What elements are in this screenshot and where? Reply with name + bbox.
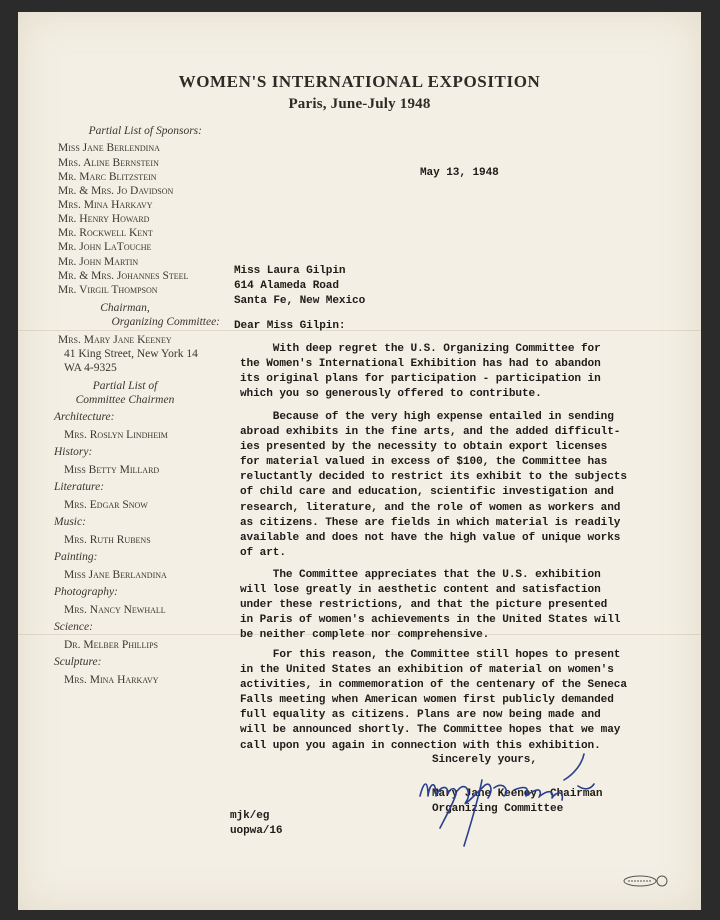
body-line: call upon you again in connection with this exhibition.	[240, 739, 601, 752]
sponsor-name: Mr. John LaTouche	[58, 241, 152, 253]
body-line: of child care and education, scientific investigation and	[240, 486, 614, 499]
body-line: which you so generously offered to contribute.	[240, 388, 542, 401]
body-line: in the United States an exhibition of material on women's	[240, 664, 614, 677]
body-line: With deep regret the U.S. Organizing Committee for	[240, 343, 601, 355]
chairman-phone: WA 4-9325	[64, 362, 117, 374]
body-line: for material valued in excess of $100, the Committee has	[240, 456, 608, 469]
committee-category: Sculpture:	[54, 656, 102, 668]
body-line: be neither complete nor comprehensive.	[240, 629, 490, 642]
chairman-heading: Chairman,	[100, 302, 150, 314]
sponsor-name: Mr. Henry Howard	[58, 213, 150, 225]
sponsor-name: Mr. Rockwell Kent	[58, 227, 153, 239]
committee-chair-name: Mrs. Ruth Rubens	[64, 534, 151, 546]
committee-category: Music:	[54, 516, 86, 528]
handwritten-signature	[414, 750, 614, 860]
body-paragraph	[240, 568, 660, 643]
committee-category: Architecture:	[54, 411, 115, 423]
body-line: activities, in commemoration of the centenary of the Seneca	[240, 679, 627, 692]
committee-heading-2: Committee Chairmen	[75, 394, 175, 406]
letterhead-title: WOMEN'S INTERNATIONAL EXPOSITION	[178, 72, 541, 91]
committee-chair-name: Mrs. Nancy Newhall	[64, 604, 166, 616]
body-line: its original plans for participation - participation in	[240, 373, 601, 386]
sponsor-name: Mr. John Martin	[58, 256, 139, 268]
union-label: uopwa/16	[230, 825, 283, 837]
union-bug-stamp	[622, 874, 670, 888]
body-line: For this reason, the Committee still hopes to present	[240, 649, 621, 661]
recipient-name: Miss Laura Gilpin	[234, 265, 346, 277]
body-paragraph	[240, 410, 660, 561]
committee-chair-name: Miss Betty Millard	[64, 464, 160, 476]
salutation: Dear Miss Gilpin:	[234, 320, 346, 332]
sponsor-name: Mrs. Aline Bernstein	[58, 157, 159, 169]
committee-category: Photography:	[54, 586, 118, 598]
committee-chair-name: Mrs. Mina Harkavy	[64, 674, 159, 686]
body-line: Falls meeting when American women first publicly demanded	[240, 694, 614, 707]
body-line: in Paris of women's achievements in the United States will	[240, 614, 621, 627]
body-line: as citizens. These are fields in which material is readily	[240, 516, 621, 529]
closing: Sincerely yours,	[432, 754, 537, 766]
letter-page	[18, 12, 701, 910]
committee-category: Science:	[54, 621, 93, 633]
signer-name: Mary Jane Keeney, Chairman	[432, 788, 603, 800]
body-line: available and does not have the high value of unique works	[240, 531, 621, 544]
chairman-heading-2: Organizing Committee:	[111, 316, 220, 328]
sponsor-name: Mr. Virgil Thompson	[58, 284, 158, 296]
chairman-name: Mrs. Mary Jane Keeney	[58, 334, 172, 346]
recipient-city: Santa Fe, New Mexico	[234, 295, 366, 307]
body-paragraph	[240, 648, 660, 754]
sponsor-name: Mrs. Mina Harkavy	[58, 199, 153, 211]
sponsor-name: Miss Jane Berlendina	[58, 142, 160, 154]
sponsors-heading: Partial List of Sponsors:	[88, 125, 202, 137]
body-paragraph	[240, 342, 660, 402]
body-line: will be announced shortly. The Committee hopes that we may	[240, 724, 621, 737]
committee-category: History:	[54, 446, 93, 458]
recipient-street: 614 Alameda Road	[234, 280, 339, 292]
body-line: will lose greatly in aesthetic content and satisfaction	[240, 584, 601, 597]
committee-chair-name: Miss Jane Berlandina	[64, 569, 167, 581]
committee-chair-name: Dr. Melber Phillips	[64, 639, 158, 651]
body-line: of art.	[240, 546, 286, 559]
committee-chair-name: Mrs. Edgar Snow	[64, 499, 148, 511]
sponsor-name: Mr. Marc Blitzstein	[58, 171, 157, 183]
body-line: the Women's International Exhibition has had to abandon	[240, 358, 601, 371]
sponsor-name: Mr. & Mrs. Jo Davidson	[58, 185, 174, 197]
body-line: Because of the very high expense entailed in sending	[240, 411, 614, 423]
body-line: reluctantly decided to restrict its exhibit to the subjects	[240, 471, 627, 484]
signer-title: Organizing Committee	[432, 803, 564, 815]
body-line: ies presented by the necessity to obtain export licenses	[240, 441, 608, 454]
fold-line	[18, 330, 701, 331]
committee-category: Painting:	[54, 551, 98, 563]
committee-heading: Partial List of	[92, 380, 158, 392]
committee-category: Literature:	[54, 481, 105, 493]
body-line: under these restrictions, and that the picture presented	[240, 599, 608, 612]
body-line: The Committee appreciates that the U.S. exhibition	[240, 569, 601, 581]
sponsor-name: Mr. & Mrs. Johannes Steel	[58, 270, 189, 282]
committee-chair-name: Mrs. Roslyn Lindheim	[64, 429, 168, 441]
letterhead-subtitle: Paris, June-July 1948	[288, 96, 431, 112]
typist-initials: mjk/eg	[230, 810, 270, 822]
body-line: abroad exhibits in the fine arts, and the added difficult-	[240, 426, 621, 439]
letter-date: May 13, 1948	[420, 167, 499, 179]
chairman-address: 41 King Street, New York 14	[64, 348, 198, 360]
body-line: full equality as citizens. Plans are now being made and	[240, 709, 601, 722]
body-line: research, literature, and the role of women as workers and	[240, 501, 621, 514]
